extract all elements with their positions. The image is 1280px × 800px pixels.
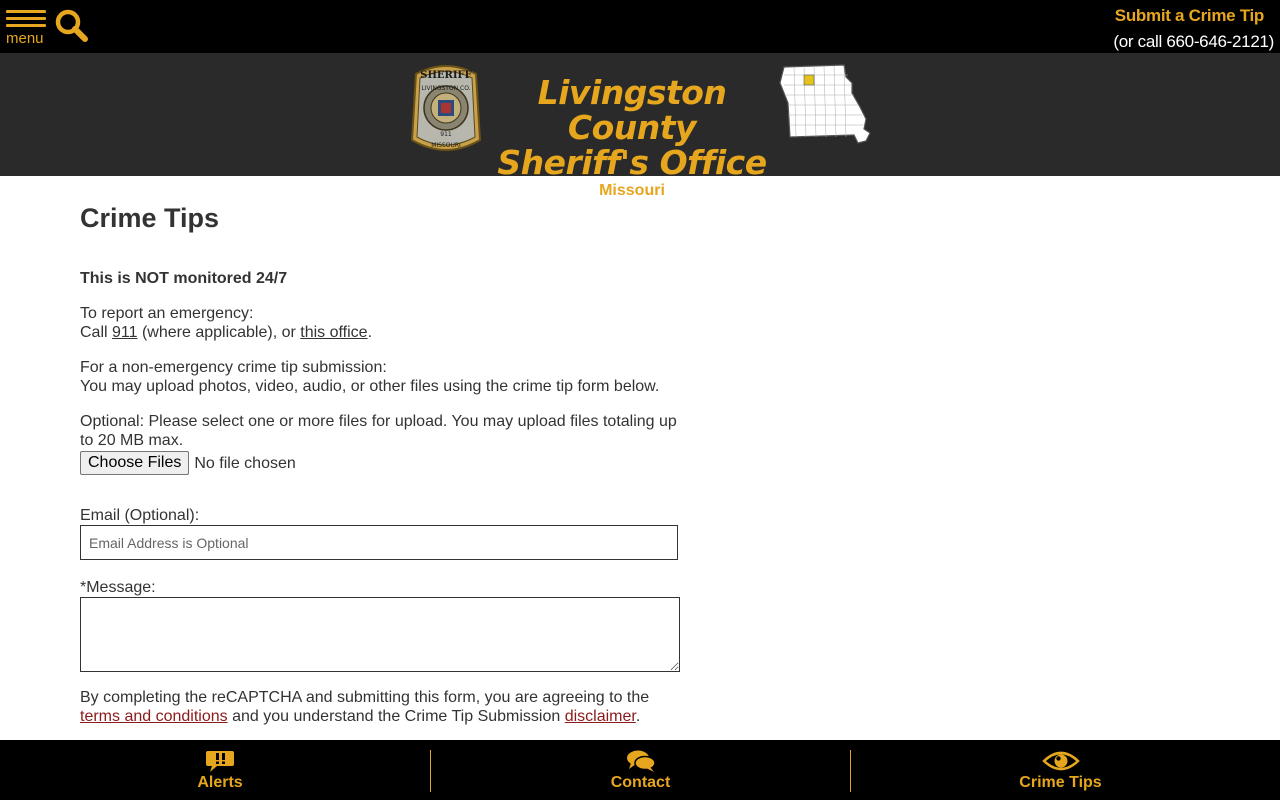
sheriff-badge-logo[interactable] <box>408 60 484 161</box>
nav-contact-label: Contact <box>610 774 671 791</box>
terms-mid-text: and you understand the Crime Tip Submission <box>227 708 565 725</box>
this-office-link[interactable]: this office <box>300 324 368 341</box>
hamburger-bar <box>6 17 46 20</box>
badge-number-text: 911 <box>440 131 452 138</box>
emergency-end-text: . <box>367 324 373 341</box>
email-field[interactable] <box>80 525 678 560</box>
nonemergency-line-2: You may upload photos, video, audio, or other files using the crime tip form below. <box>80 378 660 395</box>
file-status-text: No file chosen <box>194 454 296 472</box>
hamburger-bar <box>6 24 46 27</box>
top-bar <box>0 0 1280 53</box>
eye-icon <box>1042 749 1080 773</box>
emergency-line-1: To report an emergency: <box>80 305 254 322</box>
message-label: *Message: <box>80 579 156 596</box>
emergency-call-text: Call <box>80 324 113 341</box>
disclaimer-link[interactable]: disclaimer <box>564 708 636 725</box>
nav-crime-tips[interactable] <box>851 740 1270 800</box>
message-textarea[interactable] <box>80 597 680 672</box>
upload-instructions: Optional: Please select one or more files for upload. You may upload files totaling up to 20 MB max. <box>80 413 677 449</box>
choose-files-button[interactable]: Choose Files <box>80 451 189 475</box>
hamburger-menu-icon <box>6 10 46 13</box>
call-911-link[interactable]: 911 <box>112 324 138 341</box>
search-button[interactable] <box>55 9 89 43</box>
page-title: Crime Tips <box>80 203 220 233</box>
nonemergency-paragraph <box>80 358 680 396</box>
tip-phone-text: (or call 660-646-2121) <box>1113 32 1274 51</box>
terms-end-text: . <box>635 708 641 725</box>
email-label: Email (Optional): <box>80 507 200 524</box>
terms-and-conditions-link[interactable]: terms and conditions <box>80 708 228 725</box>
site-title[interactable] <box>488 75 776 200</box>
file-upload-row <box>80 451 296 475</box>
nav-contact[interactable] <box>431 740 850 800</box>
chat-bubbles-icon <box>626 749 656 773</box>
title-line-1: Livingston County <box>537 73 727 147</box>
menu-label: menu <box>6 30 44 47</box>
nav-crime-tips-label: Crime Tips <box>1019 774 1102 791</box>
emergency-mid-text: (where applicable), or <box>137 324 301 341</box>
nav-alerts[interactable] <box>10 740 430 800</box>
badge-top-text: SHERIFF <box>420 70 472 81</box>
menu-button[interactable] <box>6 10 48 50</box>
submit-crime-tip-link[interactable]: Submit a Crime Tip <box>1114 6 1264 25</box>
nav-alerts-label: Alerts <box>197 774 243 791</box>
title-state: Missouri <box>599 182 665 199</box>
site-banner <box>0 53 1280 199</box>
alert-bubble-icon <box>205 749 235 773</box>
monitor-notice: This is NOT monitored 24/7 <box>80 270 288 287</box>
search-icon <box>55 9 89 43</box>
title-line-2: Sheriff's Office <box>497 143 767 182</box>
missouri-map-icon <box>778 63 874 150</box>
nonemergency-line-1: For a non-emergency crime tip submission: <box>80 359 387 376</box>
terms-paragraph <box>80 688 680 726</box>
emergency-paragraph <box>80 304 680 342</box>
terms-pre-text: By completing the reCAPTCHA and submitting this form, you are agreeing to the <box>80 689 650 706</box>
badge-state-text: MISSOURI <box>431 142 461 149</box>
bottom-nav <box>0 740 1280 800</box>
badge-county-text: LIVINGSTON CO. <box>421 85 471 92</box>
